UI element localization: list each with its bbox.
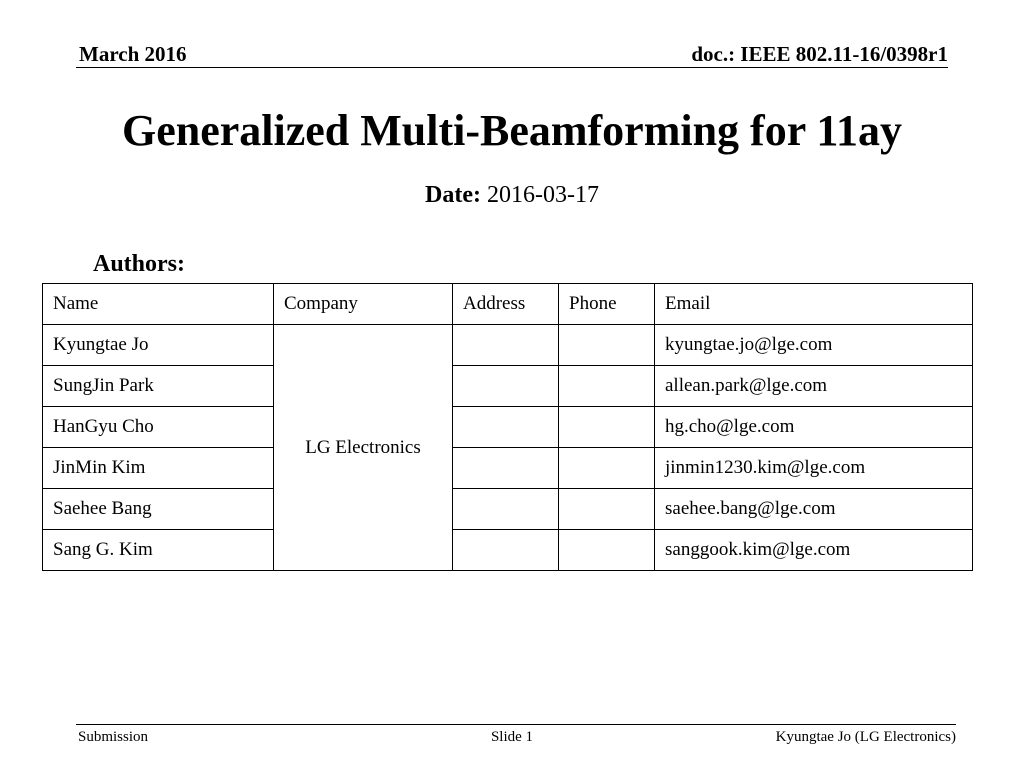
table-row — [43, 448, 973, 489]
authors-table — [42, 283, 973, 571]
author-name: Kyungtae Jo — [43, 325, 274, 366]
table-row — [43, 366, 973, 407]
column-header-name: Name — [43, 284, 274, 325]
author-phone — [559, 366, 655, 407]
footer-slide-number: Slide 1 — [490, 729, 534, 745]
header-divider — [76, 67, 948, 68]
author-phone — [559, 325, 655, 366]
authors-label: Authors: — [93, 251, 186, 277]
author-email: jinmin1230.kim@lge.com — [655, 448, 973, 489]
date-label: Date: — [425, 182, 481, 208]
column-header-address: Address — [453, 284, 559, 325]
author-phone — [559, 530, 655, 571]
table-row — [43, 530, 973, 571]
author-email: allean.park@lge.com — [655, 366, 973, 407]
author-name: SungJin Park — [43, 366, 274, 407]
table-row — [43, 407, 973, 448]
slide-title: Generalized Multi-Beamforming for 11ay — [121, 106, 903, 155]
date-line — [0, 180, 1024, 210]
author-address — [453, 530, 559, 571]
header-date: March 2016 — [79, 42, 187, 66]
author-phone — [559, 407, 655, 448]
author-address — [453, 407, 559, 448]
column-header-company: Company — [274, 284, 453, 325]
column-header-phone: Phone — [559, 284, 655, 325]
table-row — [43, 325, 973, 366]
author-phone — [559, 489, 655, 530]
date-value: 2016-03-17 — [486, 182, 599, 208]
author-name: Saehee Bang — [43, 489, 274, 530]
author-company: LG Electronics — [274, 325, 453, 571]
column-header-email: Email — [655, 284, 973, 325]
footer-author: Kyungtae Jo (LG Electronics) — [775, 729, 956, 745]
author-phone — [559, 448, 655, 489]
table-header-row — [43, 284, 973, 325]
author-address — [453, 366, 559, 407]
author-name: HanGyu Cho — [43, 407, 274, 448]
table-row — [43, 489, 973, 530]
author-email: hg.cho@lge.com — [655, 407, 973, 448]
header-doc-id: doc.: IEEE 802.11-16/0398r1 — [691, 42, 948, 66]
author-email: kyungtae.jo@lge.com — [655, 325, 973, 366]
author-address — [453, 489, 559, 530]
footer-submission: Submission — [78, 729, 149, 745]
author-name: JinMin Kim — [43, 448, 274, 489]
author-name: Sang G. Kim — [43, 530, 274, 571]
footer-divider — [76, 724, 956, 725]
author-email: sanggook.kim@lge.com — [655, 530, 973, 571]
author-email: saehee.bang@lge.com — [655, 489, 973, 530]
author-address — [453, 448, 559, 489]
author-address — [453, 325, 559, 366]
